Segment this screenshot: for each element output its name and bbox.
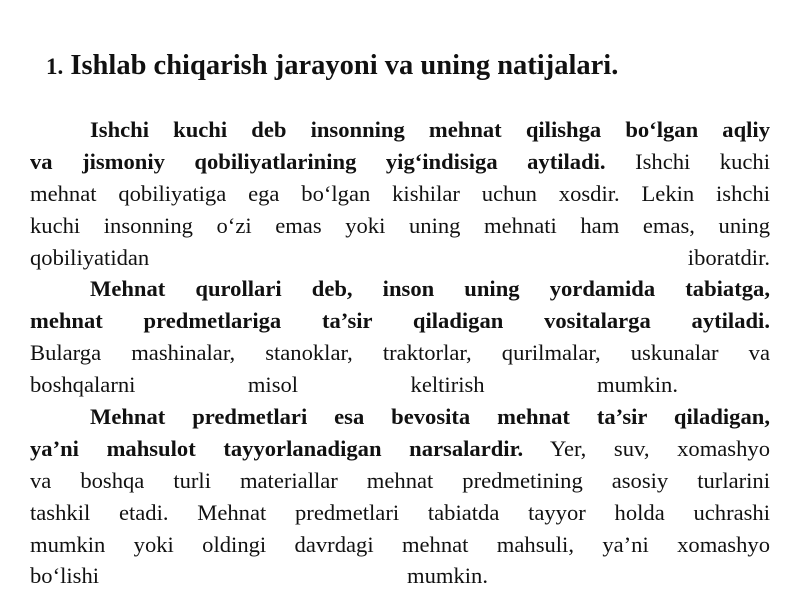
- text-run: Yer, suv, xomashyo: [523, 435, 770, 461]
- page-title: [46, 46, 618, 87]
- text-run: mumkin yoki oldingi davrdagi mehnat mahsuli, ya’ni xomashyo: [30, 531, 770, 557]
- body-text: [30, 114, 770, 592]
- text-line: [30, 369, 770, 401]
- text-line: [30, 210, 770, 242]
- text-line: [30, 337, 770, 369]
- text-run: Ishchi kuchi deb insonning mehnat qilishga bo‘lgan aqliy: [90, 117, 770, 142]
- text-line: [30, 273, 770, 305]
- text-run: boshqalarni misol keltirish mumkin.: [30, 372, 678, 398]
- text-run: qobiliyatidan iboratdir.: [30, 244, 770, 270]
- text-run: Mehnat qurollari deb, inson uning yordamida tabiatga,: [90, 276, 770, 302]
- text-line: [30, 178, 770, 210]
- text-run: mehnat predmetlariga ta’sir qiladigan vositalarga aytiladi.: [30, 308, 770, 334]
- text-line: [30, 497, 770, 529]
- text-run: va boshqa turli materiallar mehnat predmetining asosiy turlarini: [30, 467, 770, 493]
- text-run: tashkil etadi. Mehnat predmetlari tabiatda tayyor holda uchrashi: [30, 499, 770, 525]
- text-run: va jismoniy qobiliyatlarining yig‘indisiga aytiladi.: [30, 148, 606, 174]
- text-run: Ishchi kuchi: [605, 148, 770, 174]
- text-line: [30, 146, 770, 178]
- section-title: Ishlab chiqarish jarayoni va uning natijalari.: [70, 50, 619, 81]
- text-run: bo‘lishi mumkin.: [30, 563, 488, 589]
- text-line: [30, 114, 770, 146]
- text-line: [30, 433, 770, 465]
- text-run: Mehnat predmetlari esa bevosita mehnat ta’sir qiladigan,: [90, 404, 770, 430]
- text-line: [30, 305, 770, 337]
- text-line: [30, 529, 770, 561]
- text-run: ya’ni mahsulot tayyorlanadigan narsalardir.: [30, 435, 524, 461]
- text-line: [30, 560, 770, 592]
- text-run: mehnat qobiliyatiga ega bo‘lgan kishilar uchun xosdir. Lekin ishchi: [30, 180, 770, 206]
- text-run: Bularga mashinalar, stanoklar, traktorlar, qurilmalar, uskunalar va: [30, 340, 770, 366]
- text-run: kuchi insonning o‘zi emas yoki uning mehnati ham emas, uning: [30, 212, 770, 238]
- text-line: [30, 401, 770, 433]
- text-line: [30, 465, 770, 497]
- section-number: 1.: [46, 54, 64, 79]
- text-line: [30, 242, 770, 274]
